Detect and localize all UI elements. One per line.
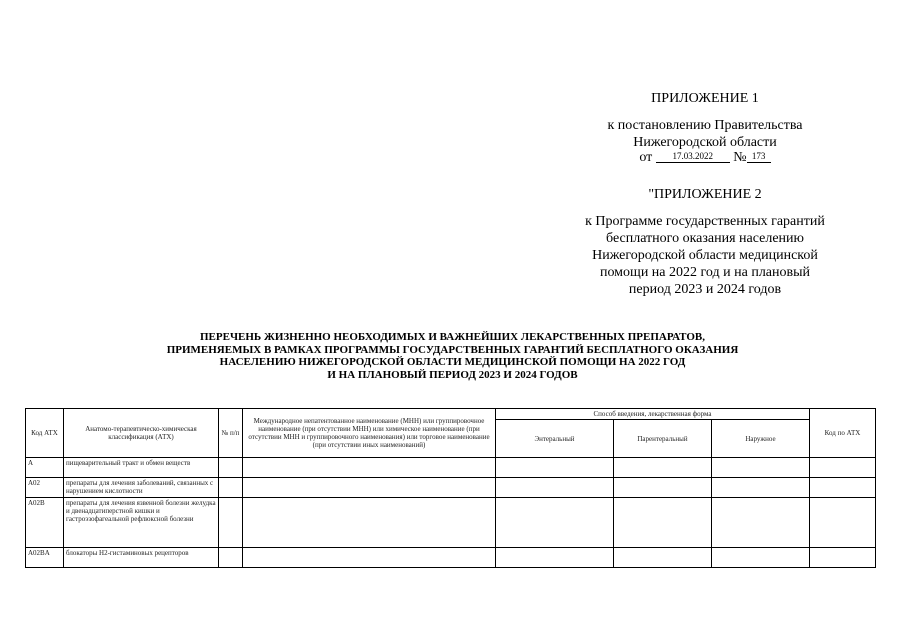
empty-cell <box>496 458 614 478</box>
empty-cell <box>810 498 876 548</box>
header-inn: Международное непатентованное наименование (МНН) или группировочное наименование (при отсутствии МНН) или химическое наименование (при отсутствии МНН и группировочного наименования) или торговое наименование (при отсутствии иных наименований) <box>243 409 496 458</box>
header-external: Наружное <box>712 420 810 458</box>
row-description: препараты для лечения заболеваний, связанных с нарушением кислотности <box>64 478 219 498</box>
row-description: блокаторы H2-гистаминовых рецепторов <box>64 548 219 568</box>
row-code: A02BA <box>26 548 64 568</box>
title-line: ПЕРЕЧЕНЬ ЖИЗНЕННО НЕОБХОДИМЫХ И ВАЖНЕЙШИХ ЛЕКАРСТВЕННЫХ ПРЕПАРАТОВ, <box>200 331 705 343</box>
empty-cell <box>614 498 712 548</box>
empty-cell <box>496 548 614 568</box>
row-code: A02 <box>26 478 64 498</box>
resolution-reference <box>540 117 870 151</box>
date-prefix: от <box>639 150 653 165</box>
header-route-group: Способ введения, лекарственная форма <box>496 409 810 420</box>
resolution-number: 173 <box>747 151 771 163</box>
table-row <box>26 498 876 548</box>
header-enteral: Энтеральный <box>496 420 614 458</box>
row-description: препараты для лечения язвенной болезни желудка и двенадцатиперстной кишки и гастроэзофагеальной рефлюксной болезни <box>64 498 219 548</box>
title-line: НАСЕЛЕНИЮ НИЖЕГОРОДСКОЙ ОБЛАСТИ МЕДИЦИНСКОЙ ПОМОЩИ НА 2022 ГОД <box>219 356 686 368</box>
empty-cell <box>496 478 614 498</box>
drug-list-table <box>25 408 876 568</box>
header-atc-code-right: Код по АТХ <box>810 409 876 458</box>
resolution-date-line <box>540 149 870 166</box>
appendix1-label: ПРИЛОЖЕНИЕ 1 <box>651 91 759 106</box>
empty-cell <box>219 498 243 548</box>
empty-cell <box>614 458 712 478</box>
header-number: № п/п <box>219 409 243 458</box>
resolution-line: Нижегородской области <box>633 135 777 150</box>
table-row <box>26 458 876 478</box>
row-description: пищеварительный тракт и обмен веществ <box>64 458 219 478</box>
row-code: A02B <box>26 498 64 548</box>
empty-cell <box>614 548 712 568</box>
empty-cell <box>810 478 876 498</box>
resolution-line: к постановлению Правительства <box>607 118 803 133</box>
appendix2-label: "ПРИЛОЖЕНИЕ 2 <box>648 187 762 202</box>
empty-cell <box>219 458 243 478</box>
empty-cell <box>810 458 876 478</box>
resolution-date: 17.03.2022 <box>656 151 730 163</box>
program-line: период 2023 и 2024 годов <box>628 282 782 297</box>
empty-cell <box>243 498 496 548</box>
empty-cell <box>243 458 496 478</box>
program-line: помощи на 2022 год и на плановый <box>599 265 811 280</box>
document-title <box>20 331 885 381</box>
row-code: A <box>26 458 64 478</box>
header-atc-code: Код АТХ <box>26 409 64 458</box>
table-row <box>26 548 876 568</box>
table-row <box>26 478 876 498</box>
title-line: ПРИМЕНЯЕМЫХ В РАМКАХ ПРОГРАММЫ ГОСУДАРСТВЕННЫХ ГАРАНТИЙ БЕСПЛАТНОГО ОКАЗАНИЯ <box>166 343 739 356</box>
empty-cell <box>712 548 810 568</box>
empty-cell <box>243 548 496 568</box>
empty-cell <box>810 548 876 568</box>
empty-cell <box>712 498 810 548</box>
program-line: Нижегородской области медицинской <box>592 248 818 263</box>
empty-cell <box>219 478 243 498</box>
number-prefix: № <box>733 150 747 165</box>
empty-cell <box>496 498 614 548</box>
empty-cell <box>712 478 810 498</box>
title-line: И НА ПЛАНОВЫЙ ПЕРИОД 2023 И 2024 ГОДОВ <box>327 368 578 381</box>
program-line: бесплатного оказания населению <box>606 231 804 246</box>
empty-cell <box>243 478 496 498</box>
program-reference <box>540 213 870 298</box>
empty-cell <box>219 548 243 568</box>
header-classification: Анатомо-терапевтическо-химическая классификация (АТХ) <box>64 409 219 458</box>
empty-cell <box>614 478 712 498</box>
program-line: к Программе государственных гарантий <box>585 214 825 229</box>
header-parenteral: Парентеральный <box>614 420 712 458</box>
empty-cell <box>712 458 810 478</box>
